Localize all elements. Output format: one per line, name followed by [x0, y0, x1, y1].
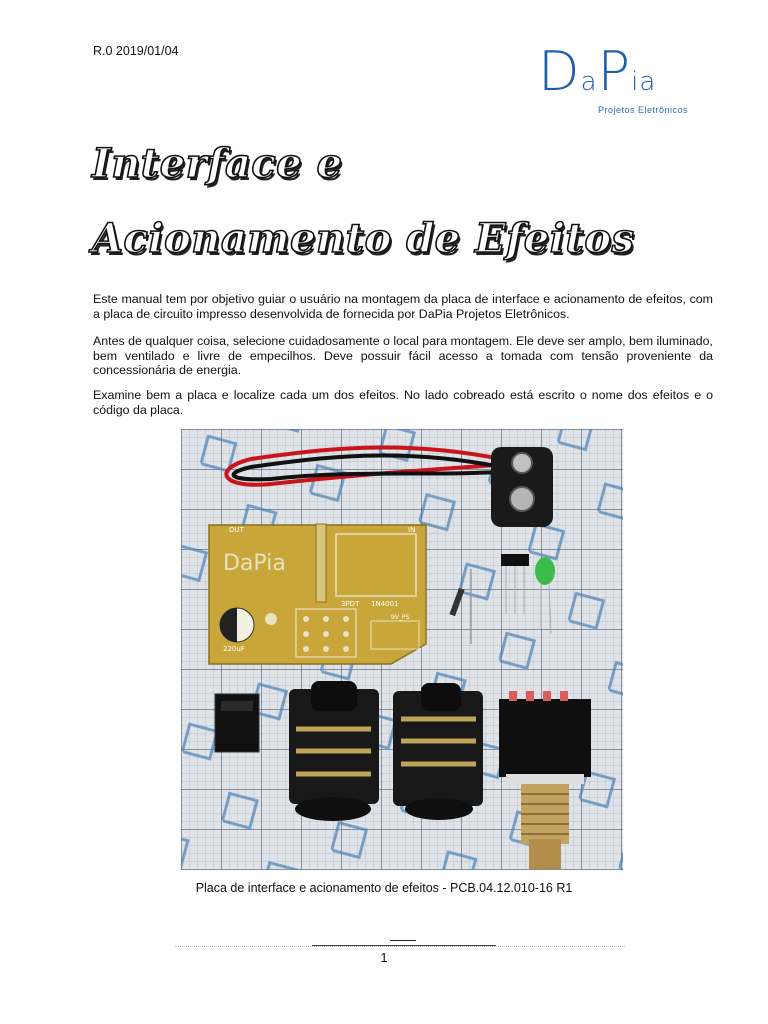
- logo-tagline: Projetos Eletrônicos: [598, 105, 689, 115]
- pcb-in-label: IN: [408, 526, 416, 534]
- pcb-out-label: OUT: [229, 526, 244, 534]
- jack-right: [393, 683, 483, 820]
- pcb-cap-label: 220uF: [223, 645, 245, 653]
- footer-dotted-rule: [175, 946, 625, 948]
- jack-left: [289, 681, 379, 821]
- revision-date: R.0 2019/01/04: [93, 44, 179, 58]
- pcb-power-label: 9V_PS: [391, 614, 410, 621]
- dapia-logo: [538, 40, 728, 120]
- battery-snap: [491, 447, 553, 527]
- pcb-brand: DaPia: [223, 551, 286, 576]
- intro-paragraph: Este manual tem por objetivo guiar o usuário na montagem da placa de interface e acionamento de efeitos, com a placa de circuito impresso desenvolvida de fornecida por DaPia Projetos Eletrônicos.: [93, 292, 713, 321]
- pcb-board: [209, 524, 426, 664]
- examine-paragraph: Examine bem a placa e localize cada um dos efeitos. No lado cobreado está escrito o nome dos efeitos e o código da placa.: [93, 388, 713, 417]
- dc-jack: [215, 694, 259, 752]
- pcb-diode-label: 1N4001: [371, 600, 399, 608]
- logo-wordmark: DaPia: [538, 40, 657, 103]
- footer-solid-rule: [312, 945, 496, 946]
- pcb-switch-label: 3PDT: [341, 600, 360, 608]
- document-title-line1: Interface e: [92, 140, 343, 187]
- pcb-photo: [181, 429, 623, 870]
- page-number: 1: [380, 950, 388, 965]
- footer-page-mark: [390, 940, 416, 941]
- document-title-line2: Acionamento de Efeitos: [92, 215, 635, 262]
- figure-caption: Placa de interface e acionamento de efeitos - PCB.04.12.010-16 R1: [195, 881, 573, 895]
- workspace-paragraph: Antes de qualquer coisa, selecione cuidadosamente o local para montagem. Ele deve ser amplo, bem iluminado, bem ventilado e livre de empecilhos. Deve possuir fácil acesso a tomada com tensão proveniente da concessionária de energia.: [93, 334, 713, 378]
